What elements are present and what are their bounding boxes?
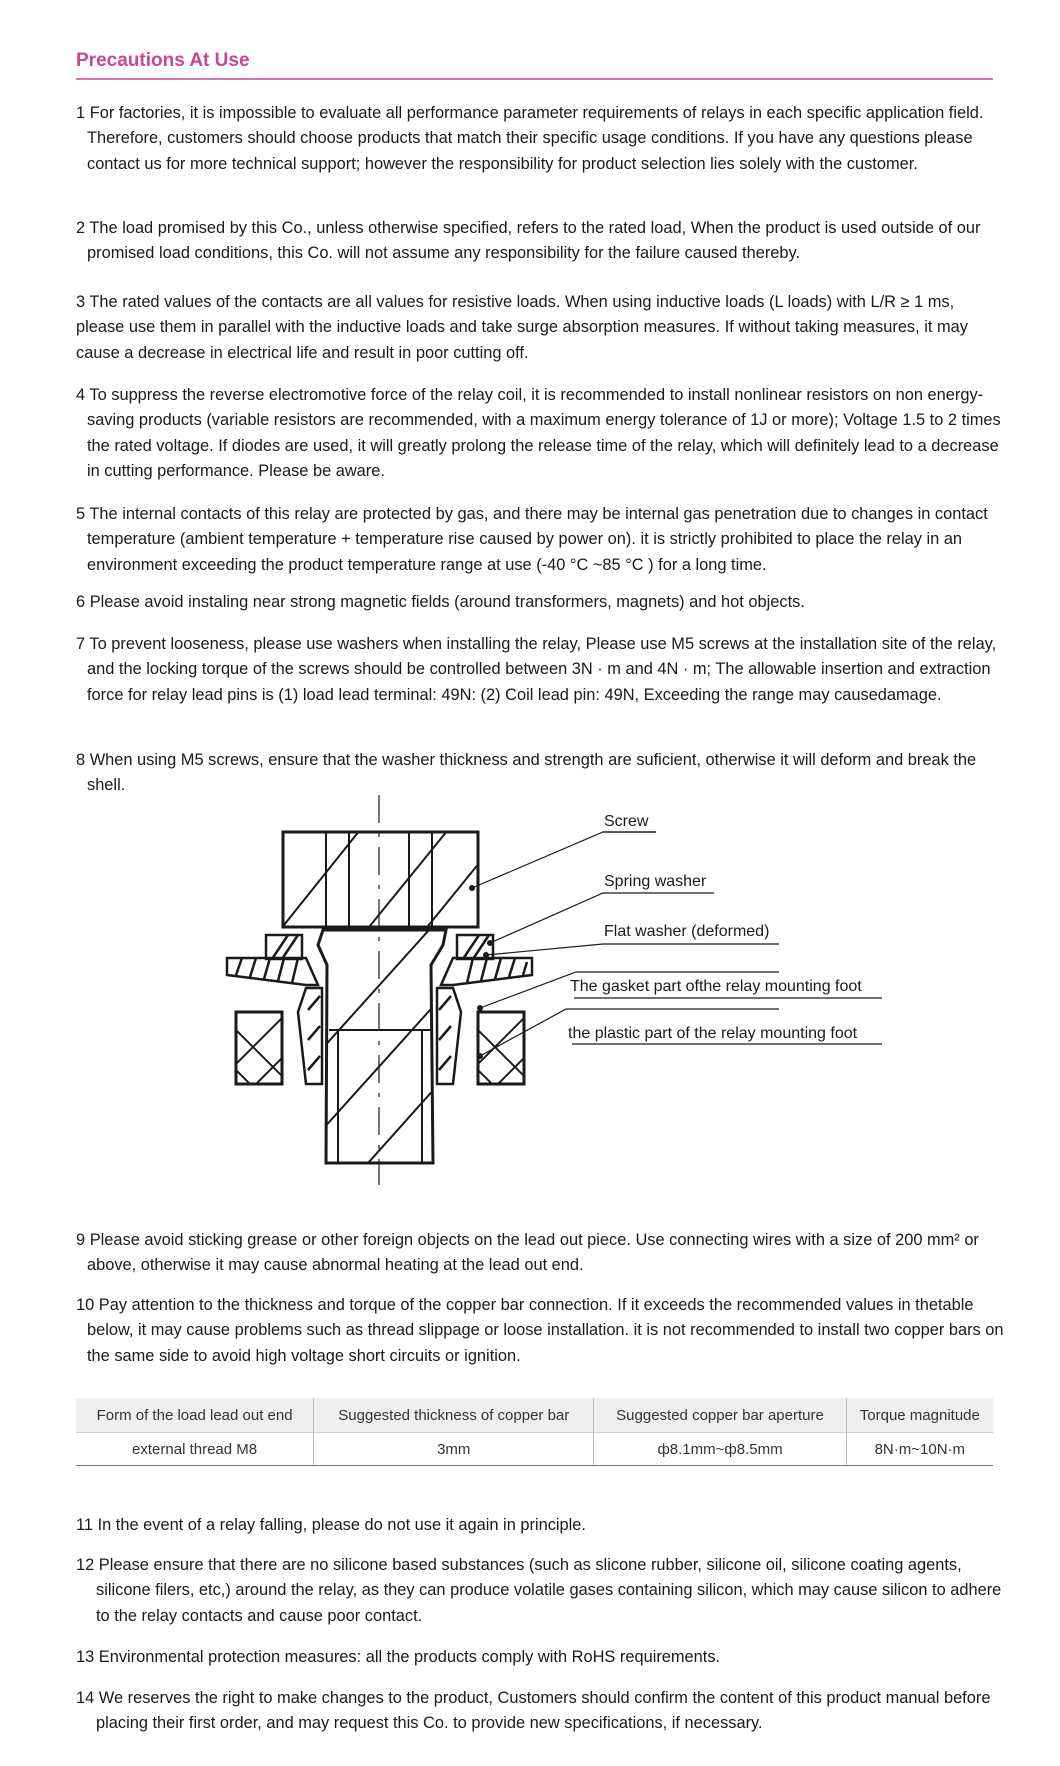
label-plastic: the plastic part of the relay mounting foot: [568, 1025, 858, 1042]
screw-mounting-diagram: [76, 0, 993, 1766]
item-number: 14: [76, 1689, 95, 1707]
item-number: 2: [76, 219, 86, 237]
item-text: For factories, it is impossible to evaluate all performance parameter requirements of relays in each specific application field. Therefore, customers should choose products that match their specific usage conditions. If you have any questions please contact us for more technical support; however the responsibility for product selection lies solely with the customer.: [87, 104, 984, 173]
item-text: The load promised by this Co., unless otherwise specified, refers to the rated load, When the product is used outside of our promised load conditions, this Co. will not assume any responsibility for the failure caused thereby.: [87, 219, 981, 263]
label-screw: Screw: [604, 813, 649, 830]
table-header-row: [76, 1398, 993, 1433]
item-number: 7: [76, 635, 86, 653]
table-header-cell: Suggested thickness of copper bar: [314, 1398, 594, 1433]
section-heading: Precautions At Use: [76, 50, 250, 71]
item-number: 11: [76, 1516, 94, 1534]
item-number: 12: [76, 1556, 95, 1574]
table-header-cell: Torque magnitude: [846, 1398, 993, 1433]
item-text: Environmental protection measures: all the products comply with RoHS requirements.: [98, 1648, 721, 1666]
item-number: 10: [76, 1296, 95, 1314]
label-spring-washer: Spring washer: [604, 873, 707, 890]
item-text: The internal contacts of this relay are protected by gas, and there may be internal gas penetration due to changes in contact temperature (ambient temperature + temperature rise caused by power on). it is strictly prohibited to place the relay in an environment exceeding the product temperature range at use (-40 °C ~85 °C ) for a long time.: [87, 505, 988, 574]
item-number: 9: [76, 1231, 86, 1249]
precaution-item-14: [76, 1686, 1013, 1737]
diagram-drawing: [226, 795, 882, 1210]
item-text: Please avoid sticking grease or other foreign objects on the lead out piece. Use connecting wires with a size of 200 mm² or above, otherwise it may cause abnormal heating at the lead out end.: [87, 1231, 979, 1275]
item-number: 3: [76, 293, 86, 311]
screw-head: [256, 810, 506, 990]
item-text: When using M5 screws, ensure that the washer thickness and strength are suficient, otherwise it will deform and break the shell.: [87, 751, 977, 795]
item-number: 13: [76, 1648, 95, 1666]
label-flat-washer: Flat washer (deformed): [604, 923, 770, 940]
item-text: Please avoid instaling near strong magnetic fields (around transformers, magnets) and hot objects.: [89, 593, 805, 611]
precaution-item-12: [76, 1553, 1013, 1629]
precaution-item-11: [76, 1513, 1013, 1538]
table-cell: 8N·m~10N·m: [846, 1433, 993, 1466]
screw-shank: [276, 900, 496, 1210]
item-text: Please ensure that there are no silicone based substances (such as slicone rubber, silicone oil, silicone coating agents, silicone filers, etc,) around the relay, as they can produce volatile gases containing silicon, which may cause silicon to adhere to the relay contacts and cause poor contact.: [96, 1556, 1002, 1625]
item-text: In the event of a relay falling, please do not use it again in principle.: [97, 1516, 586, 1534]
item-number: 1: [76, 104, 86, 122]
precaution-item-10: [76, 1293, 1004, 1369]
item-number: 5: [76, 505, 86, 523]
item-text: The rated values of the contacts are all values for resistive loads. When using inductive loads (L loads) with L/R ≥ 1 ms, please use them in parallel with the inductive loads and take surge absorption measures. If without taking measures, it may cause a decrease in electrical life and result in poor cutting off.: [76, 293, 968, 362]
item-text: To suppress the reverse electromotive force of the relay coil, it is recommended to install nonlinear resistors on non energy-saving products (variable resistors are recommended, with a maximum energy tolerance of 1J or more); Voltage 1.5 to 2 times the rated voltage. If diodes are used, it will greatly prolong the release time of the relay, which will definitely lead to a decrease in cutting performance. Please be aware.: [87, 386, 1001, 480]
table-cell: external thread M8: [76, 1433, 314, 1466]
item-number: 8: [76, 751, 86, 769]
item-text: We reserves the right to make changes to the product, Customers should confirm the content of this product manual before placing their first order, and may request this Co. to provide new specifications, if necessary.: [96, 1689, 991, 1733]
table-header-cell: Suggested copper bar aperture: [594, 1398, 846, 1433]
precaution-item-9: [76, 1228, 1004, 1279]
table-cell: 3mm: [314, 1433, 594, 1466]
table-cell: ф8.1mm~ф8.5mm: [594, 1433, 846, 1466]
precaution-item-13: [76, 1645, 1013, 1670]
table-row: [76, 1433, 993, 1466]
copper-bar-spec-table: [76, 1398, 993, 1466]
item-text: To prevent looseness, please use washers when installing the relay, Please use M5 screws at the installation site of the relay, and the locking torque of the screws should be controlled between 3N · m and 4N · m; The allowable insertion and extraction force for relay lead pins is (1) load lead terminal: 49N: (2) Coil lead pin: 49N, Exceeding the range may causedamage.: [87, 635, 997, 704]
table-header-cell: Form of the load lead out end: [76, 1398, 314, 1433]
leader-lines: [472, 832, 882, 1056]
label-gasket: The gasket part ofthe relay mounting foot: [570, 978, 862, 995]
item-number: 6: [76, 593, 86, 611]
item-text: Pay attention to the thickness and torque of the copper bar connection. If it exceeds the recommended values in thetable below, it may cause problems such as thread slippage or loose installation. it is not recommended to install two copper bars on the same side to avoid high voltage short circuits or ignition.: [87, 1296, 1004, 1365]
item-number: 4: [76, 386, 86, 404]
